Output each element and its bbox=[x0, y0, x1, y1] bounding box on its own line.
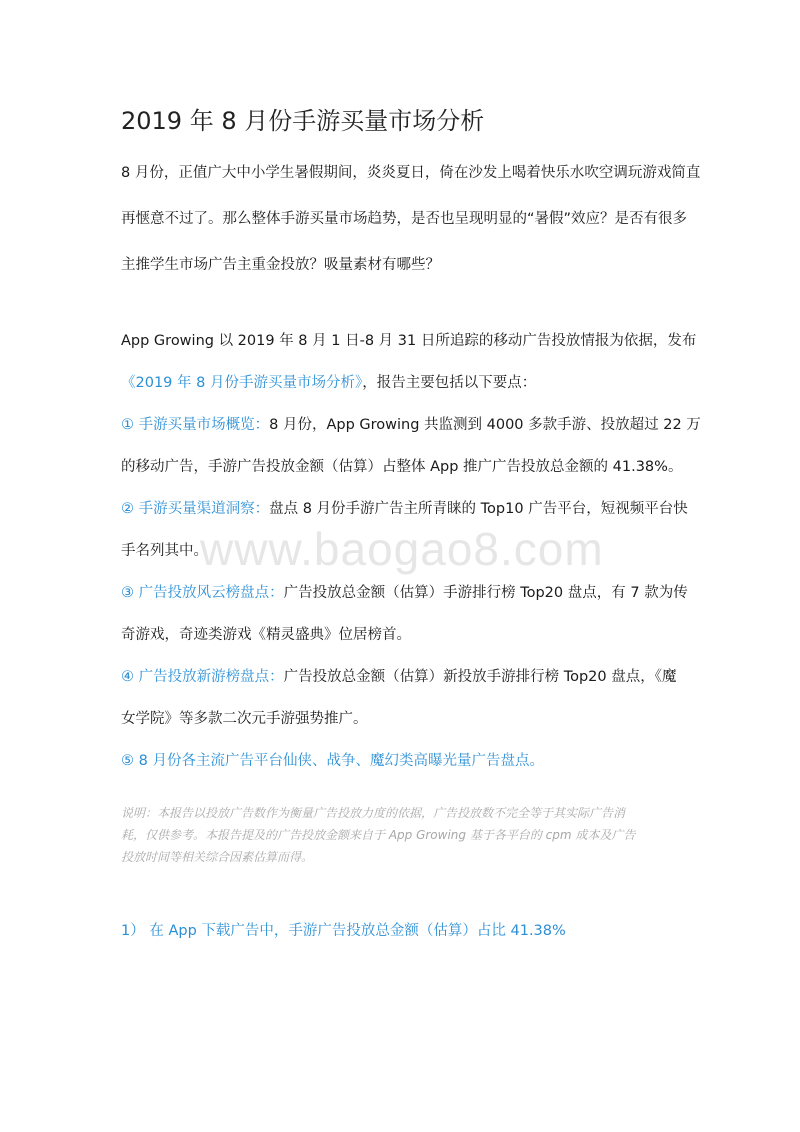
intro-line: 再惬意不过了。那么整体手游买量市场趋势，是否也呈现明显的“暑假”效应？是否有很多 bbox=[121, 211, 688, 227]
intro-paragraph bbox=[121, 163, 701, 301]
summary-line bbox=[121, 373, 691, 393]
point-5: ⑤ 8 月份各主流广告平台仙侠、战争、魔幻类高曝光量广告盘点。 bbox=[121, 753, 544, 769]
note-line: 说明：本报告以投放广告数作为衡量广告投放力度的依据，广告投放数不完全等于其实际广告消 bbox=[121, 806, 626, 820]
point-3-text: 广告投放总金额（估算）手游排行榜 Top20 盘点，有 7 款为传 bbox=[283, 585, 688, 601]
intro-line: 8 月份，正值广大中小学生暑假期间，炎炎夏日，倚在沙发上喝着快乐水吹空调玩游戏简直 bbox=[121, 165, 701, 181]
intro-line: 主推学生市场广告主重金投放？吸量素材有哪些？ bbox=[121, 257, 440, 273]
point-4 bbox=[121, 667, 691, 687]
point-3 bbox=[121, 583, 691, 603]
point-3-continued: 奇游戏，奇迹类游戏《精灵盛典》位居榜首。 bbox=[121, 627, 411, 643]
point-3-label: ③ 广告投放风云榜盘点： bbox=[121, 585, 284, 601]
report-title-link[interactable]: 《2019 年 8 月份手游买量市场分析》 bbox=[121, 375, 363, 391]
point-2 bbox=[121, 499, 691, 519]
page-title: 2019 年 8 月份手游买量市场分析 bbox=[121, 107, 485, 135]
summary-line: App Growing 以 2019 年 8 月 1 日-8 月 31 日所追踪的移动广告投放情报为依据，发布 bbox=[121, 333, 697, 349]
point-2-continued: 手名列其中。 bbox=[121, 543, 208, 559]
point-4-label: ④ 广告投放新游榜盘点： bbox=[121, 669, 284, 685]
note-line: 耗，仅供参考。本报告提及的广告投放金额来自于 App Growing 基于各平台的 cpm 成本及广告 bbox=[121, 828, 636, 842]
note-line: 投放时间等相关综合因素估算而得。 bbox=[121, 850, 314, 864]
watermark: www.baogao8.com bbox=[200, 523, 604, 575]
point-1-label: ① 手游买量市场概览： bbox=[121, 417, 270, 433]
summary-text: ，报告主要包括以下要点： bbox=[362, 375, 537, 391]
section-heading-1: 1） 在 App 下载广告中，手游广告投放总金额（估算）占比 41.38% bbox=[121, 923, 566, 939]
point-4-text: 广告投放总金额（估算）新投放手游排行榜 Top20 盘点，《魔 bbox=[283, 669, 677, 685]
point-2-text: 盘点 8 月份手游广告主所青睐的 Top10 广告平台，短视频平台快 bbox=[269, 501, 688, 517]
point-1 bbox=[121, 415, 701, 435]
point-1-text: 8 月份，App Growing 共监测到 4000 多款手游、投放超过 22 万 bbox=[269, 417, 701, 433]
point-2-label: ② 手游买量渠道洞察： bbox=[121, 501, 270, 517]
disclaimer-note bbox=[121, 805, 691, 871]
point-4-continued: 女学院》等多款二次元手游强势推广。 bbox=[121, 711, 368, 727]
point-1-continued: 的移动广告，手游广告投放金额（估算）占整体 App 推广广告投放总金额的 41.38%。 bbox=[121, 459, 683, 475]
